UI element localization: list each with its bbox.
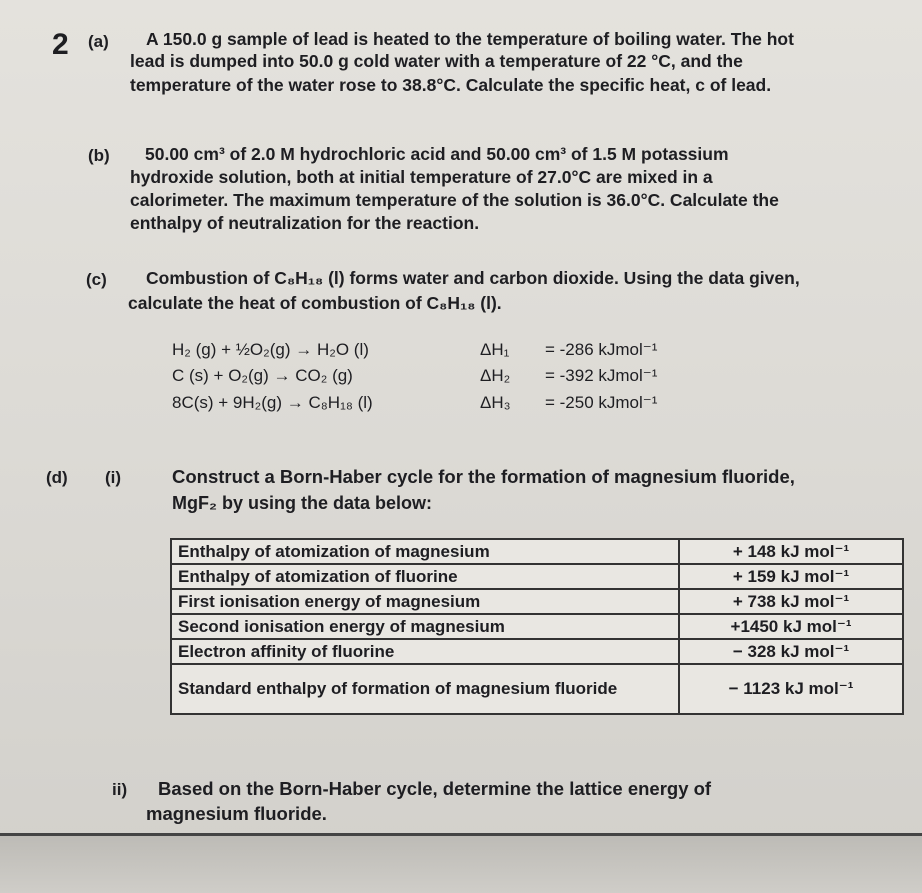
table-cell-name: Standard enthalpy of formation of magnesium fluoride — [171, 664, 679, 714]
table-cell-value: + 148 kJ mol⁻¹ — [679, 539, 903, 564]
table-cell-value: + 738 kJ mol⁻¹ — [679, 589, 903, 614]
table-cell-value: + 159 kJ mol⁻¹ — [679, 564, 903, 589]
table-row — [171, 589, 903, 614]
equation-3-reaction: 8C(s) + 9H₂(g) → C₈H₁₈ (l) — [172, 393, 373, 412]
part-d-i-line-1: Construct a Born-Haber cycle for the formation of magnesium fluoride, — [172, 466, 795, 487]
born-haber-data-table — [170, 538, 904, 715]
part-b-label: (b) — [88, 146, 110, 165]
part-a-line-2: lead is dumped into 50.0 g cold water with a temperature of 22 °C, and the — [130, 51, 743, 71]
part-d-label: (d) — [46, 468, 68, 487]
part-d-ii-line-2: magnesium fluoride. — [146, 803, 327, 824]
equation-1-value: = -286 kJmol⁻¹ — [545, 340, 658, 359]
table-cell-name: Enthalpy of atomization of fluorine — [171, 564, 679, 589]
table-cell-value: − 1123 kJ mol⁻¹ — [679, 664, 903, 714]
equation-3-dh: ΔH₃ — [480, 393, 511, 412]
equation-2-reaction: C (s) + O₂(g) → CO₂ (g) — [172, 366, 353, 385]
part-b-line-4: enthalpy of neutralization for the reaction. — [130, 213, 480, 233]
equation-3-value: = -250 kJmol⁻¹ — [545, 393, 658, 412]
table-cell-value: +1450 kJ mol⁻¹ — [679, 614, 903, 639]
question-number: 2 — [52, 28, 69, 61]
part-c-line-2: calculate the heat of combustion of C₈H₁₈ (l). — [128, 293, 502, 313]
table-cell-name: First ionisation energy of magnesium — [171, 589, 679, 614]
table-cell-name: Enthalpy of atomization of magnesium — [171, 539, 679, 564]
part-b-line-2: hydroxide solution, both at initial temperature of 27.0°C are mixed in a — [130, 167, 713, 187]
part-d-ii-label: ii) — [112, 780, 128, 799]
equation-2-value: = -392 kJmol⁻¹ — [545, 366, 658, 385]
table-row — [171, 639, 903, 664]
part-c-label: (c) — [86, 270, 107, 289]
part-d-i-line-2: MgF₂ by using the data below: — [172, 493, 432, 513]
part-b-line-3: calorimeter. The maximum temperature of the solution is 36.0°C. Calculate the — [130, 190, 779, 210]
part-a-line-3: temperature of the water rose to 38.8°C. Calculate the specific heat, c of lead. — [130, 75, 772, 95]
equation-1-dh: ΔH₁ — [480, 340, 510, 359]
table-row — [171, 614, 903, 639]
equation-1-reaction: H₂ (g) + ½O₂(g) → H₂O (l) — [172, 340, 369, 359]
part-a-label: (a) — [88, 32, 109, 51]
part-d-ii-line-1: Based on the Born-Haber cycle, determine the lattice energy of — [158, 778, 712, 799]
part-c-line-1: Combustion of C₈H₁₈ (l) forms water and carbon dioxide. Using the data given, — [146, 268, 800, 288]
table-cell-name: Electron affinity of fluorine — [171, 639, 679, 664]
table-row — [171, 539, 903, 564]
part-b-line-1: 50.00 cm³ of 2.0 M hydrochloric acid and 50.00 cm³ of 1.5 M potassium — [145, 144, 729, 164]
equation-2-dh: ΔH₂ — [480, 366, 511, 385]
part-d-i-label: (i) — [105, 468, 122, 487]
table-cell-name: Second ionisation energy of magnesium — [171, 614, 679, 639]
page-bottom-shadow — [0, 836, 922, 893]
table-cell-value: − 328 kJ mol⁻¹ — [679, 639, 903, 664]
table-row — [171, 664, 903, 714]
table-row — [171, 564, 903, 589]
part-a-line-1: A 150.0 g sample of lead is heated to the temperature of boiling water. The hot — [146, 29, 794, 49]
